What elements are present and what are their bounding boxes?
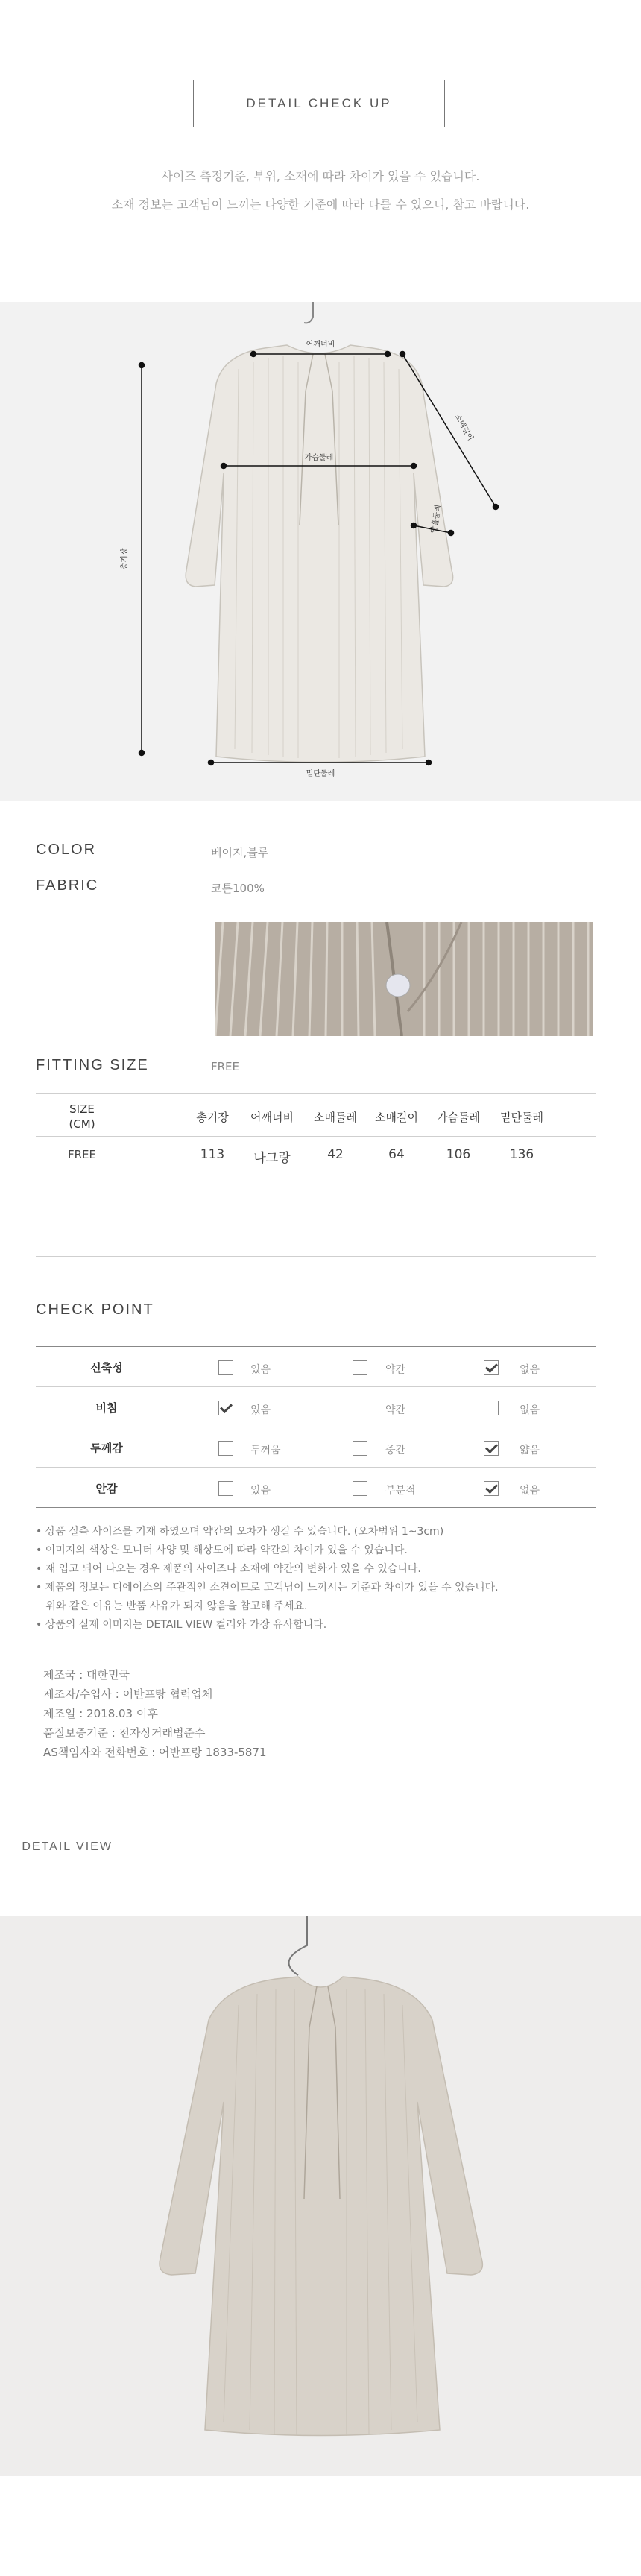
divider: [36, 1256, 596, 1257]
checkbox-label: 없음: [520, 1364, 540, 1376]
info-as-contact: AS책임자와 전화번호 : 어반프랑 1833-5871: [43, 1746, 267, 1759]
info-origin: 제조국 : 대한민국: [43, 1668, 130, 1682]
checkbox-sheer-none[interactable]: [484, 1401, 499, 1415]
checkbox-stretch-some[interactable]: [353, 1360, 367, 1375]
checkbox-label: 없음: [520, 1485, 540, 1497]
info-warranty: 품질보증기준 : 전자상거래법준수: [43, 1726, 206, 1740]
intro-line-1: 사이즈 측정기준, 부위, 소재에 따라 차이가 있을 수 있습니다.: [161, 169, 480, 183]
divider: [36, 1507, 596, 1508]
size-table-cell: 136: [509, 1147, 534, 1162]
check-point-label: CHECK POINT: [36, 1301, 154, 1318]
note-line: • 제품의 정보는 디에이스의 주관적인 소견이므로 고객님이 느끼시는 기준과 차이가 있을 수 있습니다.: [36, 1582, 499, 1594]
size-table-cell: FREE: [67, 1148, 96, 1161]
checkbox-lining-yes[interactable]: [218, 1481, 233, 1496]
check-point-stretch: 신축성: [90, 1361, 123, 1374]
note-line: • 이미지의 색상은 모니터 사양 및 해상도에 따라 약간의 차이가 있을 수 있습니다.: [36, 1544, 408, 1556]
fabric-closeup-image: [215, 922, 593, 1036]
checkbox-label: 얇음: [520, 1445, 540, 1456]
checkbox-lining-none[interactable]: [484, 1481, 499, 1496]
divider: [36, 1467, 596, 1468]
label-hem: 밑단둘레: [306, 770, 335, 778]
size-table-header-size: SIZE (CM): [69, 1102, 95, 1131]
size-diagram: [0, 302, 641, 801]
size-table-header-sleeve-width: 소매둘레: [314, 1111, 357, 1124]
dress-flat-illustration: [0, 302, 641, 801]
fitting-size-label: FITTING SIZE: [36, 1057, 149, 1073]
check-point-lining: 안감: [95, 1482, 118, 1495]
size-table-cell: 113: [200, 1147, 225, 1162]
info-date: 제조일 : 2018.03 이후: [43, 1707, 158, 1720]
size-table-cell: 64: [388, 1147, 405, 1162]
intro-line-2: 소재 정보는 고객님이 느끼는 다양한 기준에 따라 다를 수 있으니, 참고 바랍니다.: [111, 198, 530, 212]
checkbox-lining-partial[interactable]: [353, 1481, 367, 1496]
checkbox-sheer-some[interactable]: [353, 1401, 367, 1415]
checkbox-label: 부분적: [385, 1485, 416, 1497]
size-table-header-length: 총기장: [196, 1111, 229, 1124]
checkbox-sheer-yes[interactable]: [218, 1401, 233, 1415]
checkbox-label: 중간: [385, 1445, 406, 1456]
check-point-sheer: 비침: [95, 1401, 118, 1415]
label-sleeve-width: 암홀둘레: [429, 504, 443, 534]
fabric-label: FABRIC: [36, 877, 99, 894]
fitting-size-value: FREE: [211, 1060, 240, 1073]
checkbox-label: 있음: [250, 1364, 271, 1376]
checkbox-stretch-none[interactable]: [484, 1360, 499, 1375]
size-table-header-shoulder: 어깨너비: [250, 1111, 294, 1124]
size-table-header-sleeve-length: 소매길이: [375, 1111, 418, 1124]
checkbox-label: 약간: [385, 1404, 406, 1416]
size-table-header-chest: 가슴둘레: [437, 1111, 480, 1124]
check-point-thickness: 두께감: [90, 1442, 123, 1455]
note-line: • 상품의 실제 이미지는 DETAIL VIEW 컬러와 가장 유사합니다.: [36, 1619, 327, 1631]
note-line: • 상품 실측 사이즈를 기재 하였으며 약간의 오차가 생길 수 있습니다. (오차범위 1~3cm): [36, 1526, 444, 1538]
detail-view-label: _ DETAIL VIEW: [9, 1840, 113, 1853]
label-total-length: 총기장: [121, 548, 129, 570]
size-table-cell: 106: [446, 1147, 471, 1162]
color-value: 베이지,블루: [211, 846, 269, 859]
divider: [36, 1386, 596, 1387]
info-manufacturer: 제조자/수입사 : 어반프랑 협력업체: [43, 1688, 213, 1701]
checkbox-thickness-thin[interactable]: [484, 1441, 499, 1456]
checkbox-thickness-thick[interactable]: [218, 1441, 233, 1456]
checkbox-label: 있음: [250, 1485, 271, 1497]
detail-check-up-title: DETAIL CHECK UP: [193, 80, 445, 127]
checkbox-stretch-yes[interactable]: [218, 1360, 233, 1375]
checkbox-label: 약간: [385, 1364, 406, 1376]
label-sleeve-length: 소매길이: [452, 413, 475, 443]
checkbox-label: 두꺼움: [250, 1445, 281, 1456]
size-table-cell: 42: [327, 1147, 344, 1162]
fabric-value: 코튼100%: [211, 882, 265, 895]
note-line: 위와 같은 이유는 반품 사유가 되지 않음을 참고해 주세요.: [36, 1600, 308, 1612]
checkbox-thickness-medium[interactable]: [353, 1441, 367, 1456]
label-shoulder: 어깨너비: [306, 341, 335, 349]
divider: [36, 1136, 596, 1137]
label-chest: 가슴둘레: [304, 454, 334, 462]
size-table-cell: 나그랑: [253, 1151, 291, 1166]
note-line: • 재 입고 되어 나오는 경우 제품의 사이즈나 소재에 약간의 변화가 있을 수 있습니다.: [36, 1563, 421, 1575]
checkbox-label: 있음: [250, 1404, 271, 1416]
divider: [36, 1093, 596, 1094]
divider: [36, 1346, 596, 1347]
checkbox-label: 없음: [520, 1404, 540, 1416]
size-table-header-hem: 밑단둘레: [500, 1111, 543, 1124]
color-label: COLOR: [36, 842, 97, 858]
dress-photo: [0, 1916, 641, 2476]
